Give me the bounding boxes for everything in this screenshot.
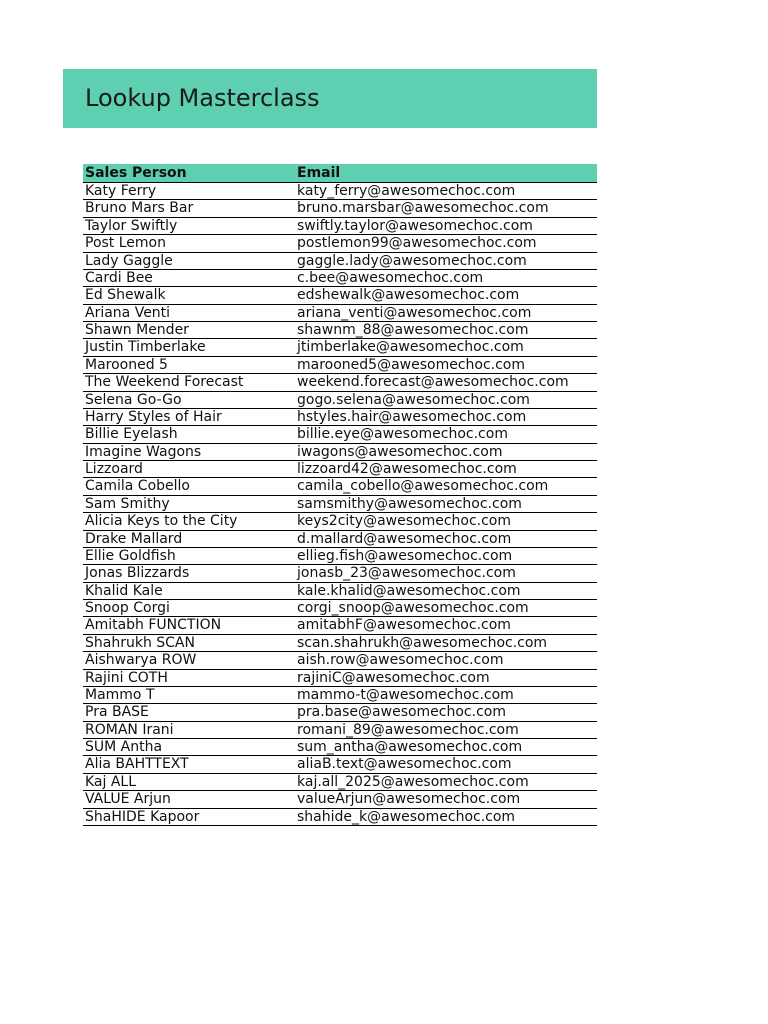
email-cell: valueArjun@awesomechoc.com [297, 791, 521, 808]
email-cell: romani_89@awesomechoc.com [297, 721, 519, 738]
email-cell: shahide_k@awesomechoc.com [297, 808, 516, 825]
email-cell: jtimberlake@awesomechoc.com [297, 339, 524, 356]
sales-person-cell: Billie Eyelash [85, 426, 178, 443]
email-cell: swiftly.taylor@awesomechoc.com [297, 217, 533, 234]
table-row [83, 478, 597, 495]
sales-person-cell: Alia BAHTTEXT [85, 756, 189, 773]
table-row [83, 183, 597, 200]
table-row [83, 461, 597, 478]
table-row [83, 339, 597, 356]
email-cell: kaj.all_2025@awesomechoc.com [297, 773, 529, 790]
table-row [83, 739, 597, 756]
table-row [83, 548, 597, 565]
email-cell: samsmithy@awesomechoc.com [297, 495, 522, 512]
email-cell: scan.shahrukh@awesomechoc.com [297, 634, 548, 651]
sales-person-cell: Ariana Venti [85, 304, 171, 321]
sales-person-cell: Camila Cobello [85, 478, 190, 495]
table-row [83, 444, 597, 461]
email-cell: ellieg.fish@awesomechoc.com [297, 547, 513, 564]
sales-person-cell: Taylor Swiftly [85, 217, 178, 234]
sales-person-cell: Amitabh FUNCTION [85, 617, 222, 634]
column-header-email: Email [297, 165, 341, 181]
table-row [83, 687, 597, 704]
sales-person-cell: ShaHIDE Kapoor [85, 808, 200, 825]
table-row [83, 357, 597, 374]
email-cell: pra.base@awesomechoc.com [297, 704, 506, 721]
table-row [83, 565, 597, 582]
table-row [83, 670, 597, 687]
email-cell: jonasb_23@awesomechoc.com [297, 565, 516, 582]
email-cell: gaggle.lady@awesomechoc.com [297, 252, 527, 269]
email-cell: aish.row@awesomechoc.com [297, 652, 504, 669]
email-cell: kale.khalid@awesomechoc.com [297, 582, 521, 599]
email-cell: sum_antha@awesomechoc.com [297, 739, 523, 755]
table-row [83, 218, 597, 235]
table-row [83, 426, 597, 443]
email-cell: mammo-t@awesomechoc.com [297, 686, 514, 703]
sales-person-cell: Lizzoard [85, 461, 143, 477]
email-cell: aliaB.text@awesomechoc.com [297, 756, 512, 773]
email-cell: billie.eye@awesomechoc.com [297, 426, 508, 443]
sales-person-cell: Kaj ALL [85, 773, 137, 790]
table-body [83, 183, 597, 826]
table-row [83, 287, 597, 304]
sales-person-cell: Snoop Corgi [85, 600, 170, 616]
table-row [83, 322, 597, 339]
email-cell: bruno.marsbar@awesomechoc.com [297, 200, 549, 217]
table-row [83, 774, 597, 791]
table-row [83, 409, 597, 426]
sales-person-cell: Marooned 5 [85, 356, 168, 373]
sales-person-cell: Shahrukh SCAN [85, 634, 195, 651]
table-row [83, 635, 597, 652]
sales-person-cell: Pra BASE [85, 704, 149, 721]
table-row [83, 392, 597, 409]
sales-person-table [83, 164, 597, 826]
email-cell: corgi_snoop@awesomechoc.com [297, 600, 529, 616]
table-row [83, 305, 597, 322]
page-title: Lookup Masterclass [85, 84, 320, 112]
column-header-sales-person: Sales Person [85, 165, 187, 181]
table-row [83, 600, 597, 617]
table-row [83, 531, 597, 548]
table-header-row [83, 164, 597, 183]
sales-person-cell: Sam Smithy [85, 495, 170, 512]
sales-person-cell: Khalid Kale [85, 582, 163, 599]
email-cell: c.bee@awesomechoc.com [297, 269, 484, 286]
table-row [83, 583, 597, 600]
sales-person-cell: ROMAN Irani [85, 721, 174, 738]
sales-person-cell: Rajini COTH [85, 669, 168, 686]
table-row [83, 704, 597, 721]
sales-person-cell: Harry Styles of Hair [85, 408, 222, 425]
sales-person-cell: Ed Shewalk [85, 287, 166, 304]
table-row [83, 617, 597, 634]
email-cell: katy_ferry@awesomechoc.com [297, 183, 516, 199]
table-row [83, 235, 597, 252]
sales-person-cell: Shawn Mender [85, 322, 189, 338]
email-cell: rajiniC@awesomechoc.com [297, 669, 490, 686]
email-cell: camila_cobello@awesomechoc.com [297, 478, 549, 495]
email-cell: weekend.forecast@awesomechoc.com [297, 374, 569, 391]
email-cell: lizzoard42@awesomechoc.com [297, 461, 517, 477]
sales-person-cell: Lady Gaggle [85, 252, 173, 269]
email-cell: keys2city@awesomechoc.com [297, 513, 512, 530]
sales-person-cell: Aishwarya ROW [85, 652, 197, 669]
sales-person-cell: Jonas Blizzards [85, 565, 190, 582]
email-cell: hstyles.hair@awesomechoc.com [297, 408, 527, 425]
table-row [83, 652, 597, 669]
table-row [83, 200, 597, 217]
table-row [83, 253, 597, 270]
email-cell: shawnm_88@awesomechoc.com [297, 322, 529, 338]
sales-person-cell: Drake Mallard [85, 530, 183, 547]
table-row [83, 756, 597, 773]
email-cell: amitabhF@awesomechoc.com [297, 617, 511, 634]
sales-person-cell: Imagine Wagons [85, 443, 202, 460]
sales-person-cell: Selena Go-Go [85, 391, 182, 408]
email-cell: edshewalk@awesomechoc.com [297, 287, 520, 304]
email-cell: gogo.selena@awesomechoc.com [297, 391, 530, 408]
sales-person-cell: Cardi Bee [85, 269, 153, 286]
table-row [83, 270, 597, 287]
sales-person-cell: Ellie Goldfish [85, 547, 176, 564]
email-cell: d.mallard@awesomechoc.com [297, 530, 512, 547]
table-row [83, 791, 597, 808]
sales-person-cell: Alicia Keys to the City [85, 513, 238, 530]
table-row [83, 809, 597, 826]
email-cell: marooned5@awesomechoc.com [297, 356, 526, 373]
sales-person-cell: Bruno Mars Bar [85, 200, 194, 217]
sales-person-cell: VALUE Arjun [85, 791, 171, 808]
table-row [83, 513, 597, 530]
sales-person-cell: Katy Ferry [85, 183, 157, 199]
sales-person-cell: Post Lemon [85, 235, 166, 252]
table-row [83, 722, 597, 739]
sales-person-cell: Justin Timberlake [85, 339, 206, 356]
sales-person-cell: The Weekend Forecast [85, 374, 244, 391]
table-row [83, 374, 597, 391]
sales-person-cell: Mammo T [85, 686, 155, 703]
table-row [83, 496, 597, 513]
sales-person-cell: SUM Antha [85, 739, 163, 755]
title-banner [63, 69, 597, 128]
email-cell: iwagons@awesomechoc.com [297, 443, 503, 460]
email-cell: postlemon99@awesomechoc.com [297, 235, 537, 252]
email-cell: ariana_venti@awesomechoc.com [297, 304, 532, 321]
